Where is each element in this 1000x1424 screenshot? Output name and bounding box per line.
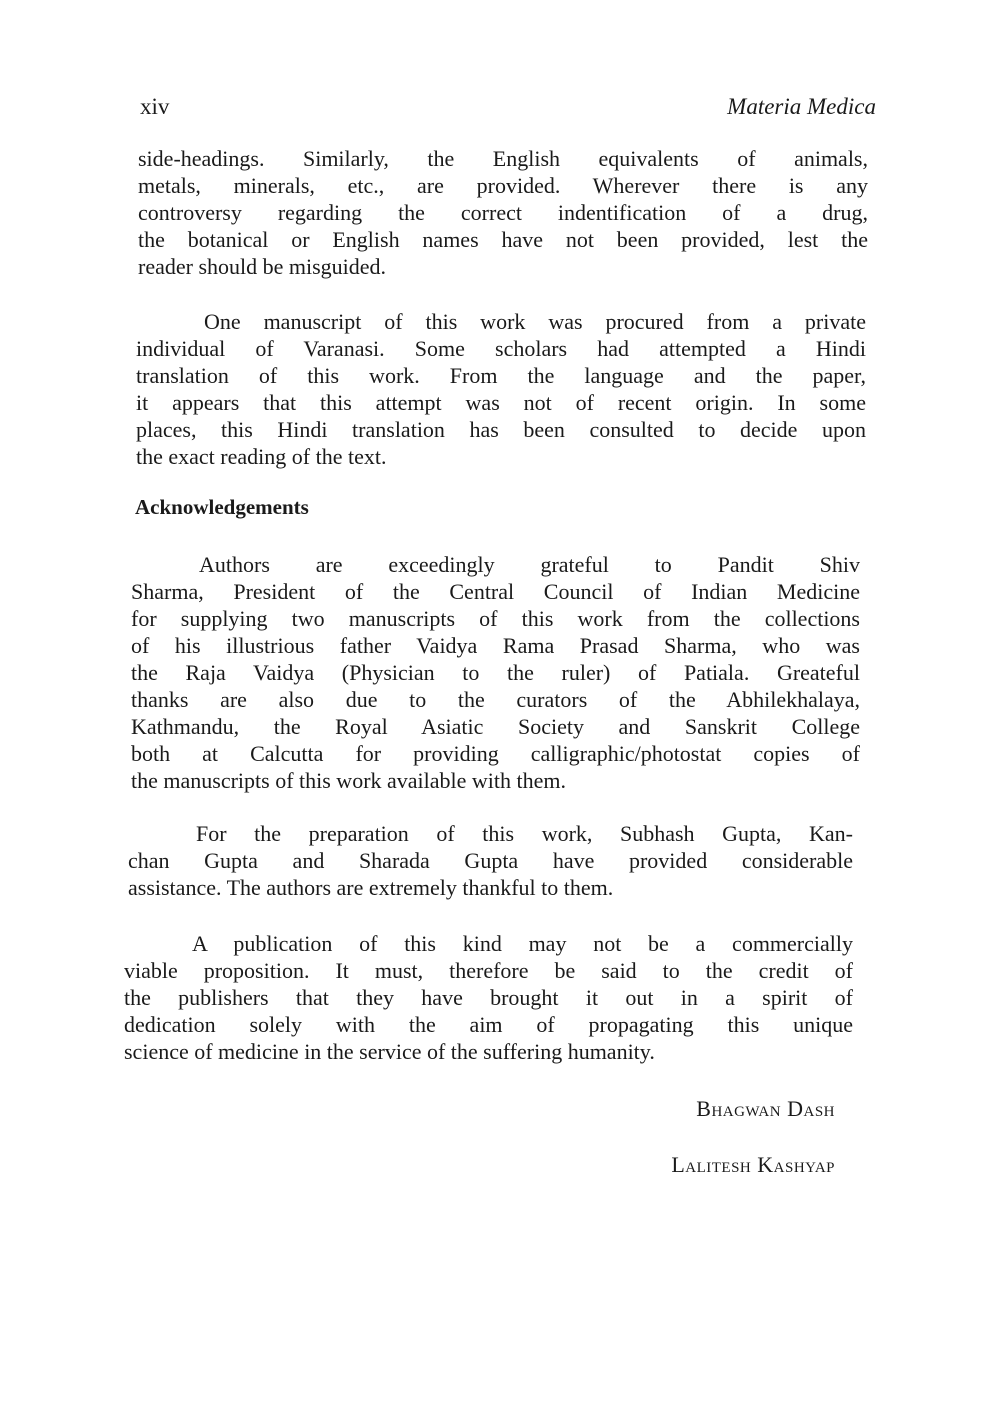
text-line: viable proposition. It must, therefore be said to the credit of: [124, 958, 853, 983]
text-line: dedication solely with the aim of propagating this unique: [124, 1012, 853, 1037]
text-line: thanks are also due to the curators of the Abhilekhalaya,: [131, 687, 860, 712]
section-heading: Acknowledgements: [135, 495, 309, 519]
paragraph-acknowledgement: [131, 551, 860, 794]
text-line: Authors are exceedingly grateful to Pandit Shiv: [199, 552, 860, 577]
text-line: both at Calcutta for providing calligraphic/photostat copies of: [131, 741, 860, 766]
text-line: assistance. The authors are extremely thankful to them.: [128, 875, 614, 900]
text-line: For the preparation of this work, Subhash Gupta, Kan-: [196, 821, 853, 846]
text-line: it appears that this attempt was not of recent origin. In some: [136, 390, 866, 415]
text-line: of his illustrious father Vaidya Rama Prasad Sharma, who was: [131, 633, 860, 658]
text-line: science of medicine in the service of the suffering humanity.: [124, 1039, 655, 1064]
paragraph-manuscript: [136, 308, 866, 470]
text-line: places, this Hindi translation has been consulted to decide upon: [136, 417, 866, 442]
page-number: xiv: [140, 94, 170, 119]
text-line: for supplying two manuscripts of this work from the collections: [131, 606, 860, 631]
text-line: A publication of this kind may not be a commercially: [192, 931, 853, 956]
paragraph-intro: [138, 145, 868, 280]
paragraph-publisher: [124, 930, 853, 1065]
text-line: metals, minerals, etc., are provided. Wherever there is any: [138, 173, 868, 198]
text-line: the manuscripts of this work available with them.: [131, 768, 567, 793]
text-line: the Raja Vaidya (Physician to the ruler) of Patiala. Greateful: [131, 660, 860, 685]
text-line: One manuscript of this work was procured from a private: [204, 309, 866, 334]
text-line: Sharma, President of the Central Council of Indian Medicine: [131, 579, 860, 604]
running-title: Materia Medica: [727, 94, 876, 119]
text-line: the botanical or English names have not been provided, lest the: [138, 227, 868, 252]
text-line: Kathmandu, the Royal Asiatic Society and Sanskrit College: [131, 714, 860, 739]
text-line: chan Gupta and Sharada Gupta have provided considerable: [128, 848, 853, 873]
text-line: controversy regarding the correct indentification of a drug,: [138, 200, 868, 225]
text-line: individual of Varanasi. Some scholars had attempted a Hindi: [136, 336, 866, 361]
signature-bhagwan-dash: Bhagwan Dash: [696, 1096, 835, 1121]
signature-lalitesh-kashyap: Lalitesh Kashyap: [671, 1152, 835, 1177]
text-line: translation of this work. From the language and the paper,: [136, 363, 866, 388]
text-line: the exact reading of the text.: [136, 444, 387, 469]
text-line: side-headings. Similarly, the English equivalents of animals,: [138, 146, 868, 171]
text-line: reader should be misguided.: [138, 254, 387, 279]
paragraph-assistance: [128, 820, 853, 901]
text-line: the publishers that they have brought it out in a spirit of: [124, 985, 853, 1010]
